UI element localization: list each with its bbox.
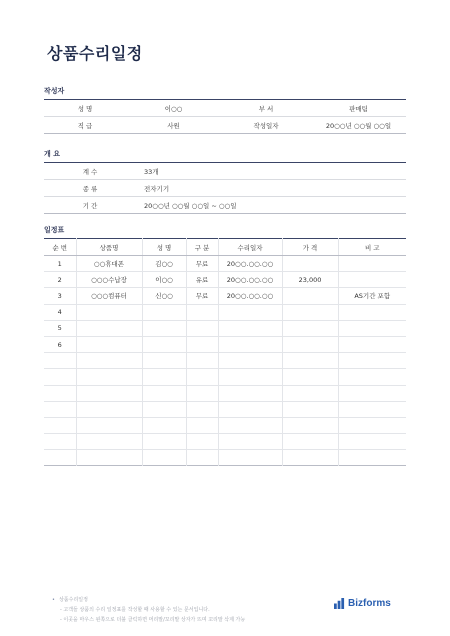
col-repair-date-cell xyxy=(218,450,282,466)
col-name-cell: 이○○ xyxy=(142,272,186,288)
table-row xyxy=(44,180,406,197)
col-remarks-cell xyxy=(338,272,406,288)
footer-line: - 이곳을 마우스 왼쪽으로 더블 클릭하면 머리말/꼬리말 상자가 뜨며 꼬리말 삭제 가능 xyxy=(60,617,246,623)
date-value: 20○○년 ○○월 ○○일 xyxy=(325,121,392,130)
col-order-header: 순 번 xyxy=(44,239,76,256)
col-remarks-cell xyxy=(338,256,406,272)
col-remarks-cell xyxy=(338,434,406,450)
col-category-header: 구 분 xyxy=(186,239,218,256)
col-repair-date-cell xyxy=(218,401,282,417)
schedule-section-label: 일정표 xyxy=(44,226,65,234)
department-label: 부 서 xyxy=(221,100,311,117)
col-order-cell xyxy=(44,417,76,433)
col-price-cell xyxy=(282,320,338,336)
table-row xyxy=(44,336,406,352)
col-repair-date-cell: 20○○.○○.○○ xyxy=(218,272,282,288)
col-price-cell xyxy=(282,336,338,352)
col-order-cell xyxy=(44,450,76,466)
col-product-cell: ○○○컴퓨터 xyxy=(76,288,142,304)
table-row xyxy=(44,353,406,369)
col-name-cell xyxy=(142,450,186,466)
col-category-cell xyxy=(186,304,218,320)
table-row xyxy=(44,385,406,401)
bizforms-logo-icon xyxy=(334,598,345,609)
col-product-header: 상품명 xyxy=(76,239,142,256)
table-row xyxy=(44,272,406,288)
author-table xyxy=(44,99,406,134)
author-section-label: 작성자 xyxy=(44,87,65,95)
count-value: 33개 xyxy=(136,163,406,180)
col-price-header: 가 격 xyxy=(282,239,338,256)
col-remarks-cell xyxy=(338,336,406,352)
type-value: 전자기기 xyxy=(136,180,406,197)
col-product-cell xyxy=(76,304,142,320)
schedule-table xyxy=(44,238,406,466)
bizforms-logo xyxy=(334,598,391,609)
col-category-cell xyxy=(186,320,218,336)
date-label: 작성일자 xyxy=(253,121,279,130)
page-title: 상품수리일정 xyxy=(47,44,143,63)
col-repair-date-cell xyxy=(218,304,282,320)
col-order-cell: 4 xyxy=(44,304,76,320)
col-order-cell: 3 xyxy=(44,288,76,304)
col-order-cell: 5 xyxy=(44,320,76,336)
col-order-cell xyxy=(44,385,76,401)
table-row xyxy=(44,100,406,117)
count-label: 계 수 xyxy=(44,163,136,180)
table-row xyxy=(44,320,406,336)
table-row xyxy=(44,117,406,134)
col-category-cell xyxy=(186,401,218,417)
col-category-cell xyxy=(186,450,218,466)
col-repair-date-cell xyxy=(218,434,282,450)
col-order-cell xyxy=(44,434,76,450)
overview-table xyxy=(44,162,406,214)
col-repair-date-cell xyxy=(218,417,282,433)
col-order-cell xyxy=(44,401,76,417)
col-repair-date-cell xyxy=(218,369,282,385)
table-row xyxy=(44,369,406,385)
col-category-cell xyxy=(186,369,218,385)
col-price-cell: 23,000 xyxy=(282,272,338,288)
table-row xyxy=(44,417,406,433)
col-name-cell xyxy=(142,385,186,401)
col-product-cell xyxy=(76,434,142,450)
col-name-cell xyxy=(142,434,186,450)
col-remarks-cell: AS기간 포함 xyxy=(338,288,406,304)
col-category-cell: 유료 xyxy=(186,272,218,288)
col-order-cell xyxy=(44,369,76,385)
col-product-cell xyxy=(76,320,142,336)
col-order-cell: 6 xyxy=(44,336,76,352)
col-product-cell xyxy=(76,385,142,401)
col-remarks-cell xyxy=(338,385,406,401)
col-name-cell: 신○○ xyxy=(142,288,186,304)
col-product-cell xyxy=(76,417,142,433)
col-repair-date-cell xyxy=(218,336,282,352)
col-order-cell xyxy=(44,353,76,369)
col-price-cell xyxy=(282,434,338,450)
footer-line: - 고객들 상품의 수리 일정표를 작성할 때 사용할 수 있는 문서입니다. xyxy=(60,607,210,613)
col-remarks-cell xyxy=(338,304,406,320)
logo-text: Bizforms xyxy=(348,598,391,609)
col-order-cell: 1 xyxy=(44,256,76,272)
type-label: 종 류 xyxy=(44,180,136,197)
col-name-cell xyxy=(142,336,186,352)
table-row xyxy=(44,163,406,180)
col-price-cell xyxy=(282,417,338,433)
table-row xyxy=(44,288,406,304)
col-remarks-cell xyxy=(338,320,406,336)
col-name-cell xyxy=(142,417,186,433)
col-product-cell xyxy=(76,369,142,385)
col-category-cell xyxy=(186,336,218,352)
col-remarks-cell xyxy=(338,353,406,369)
col-price-cell xyxy=(282,401,338,417)
col-name-cell xyxy=(142,369,186,385)
department-value: 판매팀 xyxy=(311,100,406,117)
table-row xyxy=(44,197,406,214)
table-row xyxy=(44,450,406,466)
table-row xyxy=(44,304,406,320)
col-price-cell xyxy=(282,304,338,320)
col-remarks-cell xyxy=(338,417,406,433)
col-remarks-cell xyxy=(338,450,406,466)
col-repair-date-header: 수리일자 xyxy=(218,239,282,256)
col-category-cell xyxy=(186,417,218,433)
col-product-cell xyxy=(76,336,142,352)
col-repair-date-cell xyxy=(218,320,282,336)
table-header-row xyxy=(44,239,406,256)
name-label: 성 명 xyxy=(44,100,126,117)
col-category-cell xyxy=(186,434,218,450)
col-name-cell xyxy=(142,353,186,369)
col-name-header: 성 명 xyxy=(142,239,186,256)
col-price-cell xyxy=(282,369,338,385)
bullet-icon: • xyxy=(52,597,55,603)
col-category-cell xyxy=(186,353,218,369)
col-remarks-cell xyxy=(338,401,406,417)
footer-heading: 상품수리일정 xyxy=(58,597,88,603)
period-value: 20○○년 ○○월 ○○일 ~ ○○일 xyxy=(144,201,237,210)
col-repair-date-cell: 20○○.○○.○○ xyxy=(218,288,282,304)
col-product-cell xyxy=(76,353,142,369)
col-price-cell xyxy=(282,450,338,466)
col-product-cell xyxy=(76,401,142,417)
footer-notes xyxy=(52,595,245,625)
name-value: 이○○ xyxy=(126,100,221,117)
table-row xyxy=(44,256,406,272)
col-remarks-cell xyxy=(338,369,406,385)
col-repair-date-cell xyxy=(218,385,282,401)
col-category-cell xyxy=(186,385,218,401)
col-category-cell: 무료 xyxy=(186,288,218,304)
col-name-cell xyxy=(142,401,186,417)
col-repair-date-cell: 20○○.○○.○○ xyxy=(218,256,282,272)
rank-label: 직 급 xyxy=(77,121,93,130)
col-price-cell xyxy=(282,288,338,304)
period-label: 기 간 xyxy=(82,201,98,210)
col-remarks-header: 비 고 xyxy=(338,239,406,256)
col-name-cell xyxy=(142,304,186,320)
col-price-cell xyxy=(282,353,338,369)
col-price-cell xyxy=(282,385,338,401)
col-product-cell xyxy=(76,450,142,466)
overview-section-label: 개 요 xyxy=(44,150,60,158)
col-product-cell: ○○휴대폰 xyxy=(76,256,142,272)
rank-value: 사원 xyxy=(167,121,180,130)
col-order-cell: 2 xyxy=(44,272,76,288)
table-row xyxy=(44,434,406,450)
col-product-cell: ○○○수납장 xyxy=(76,272,142,288)
col-name-cell: 김○○ xyxy=(142,256,186,272)
col-name-cell xyxy=(142,320,186,336)
col-price-cell xyxy=(282,256,338,272)
col-repair-date-cell xyxy=(218,353,282,369)
table-row xyxy=(44,401,406,417)
col-category-cell: 무료 xyxy=(186,256,218,272)
